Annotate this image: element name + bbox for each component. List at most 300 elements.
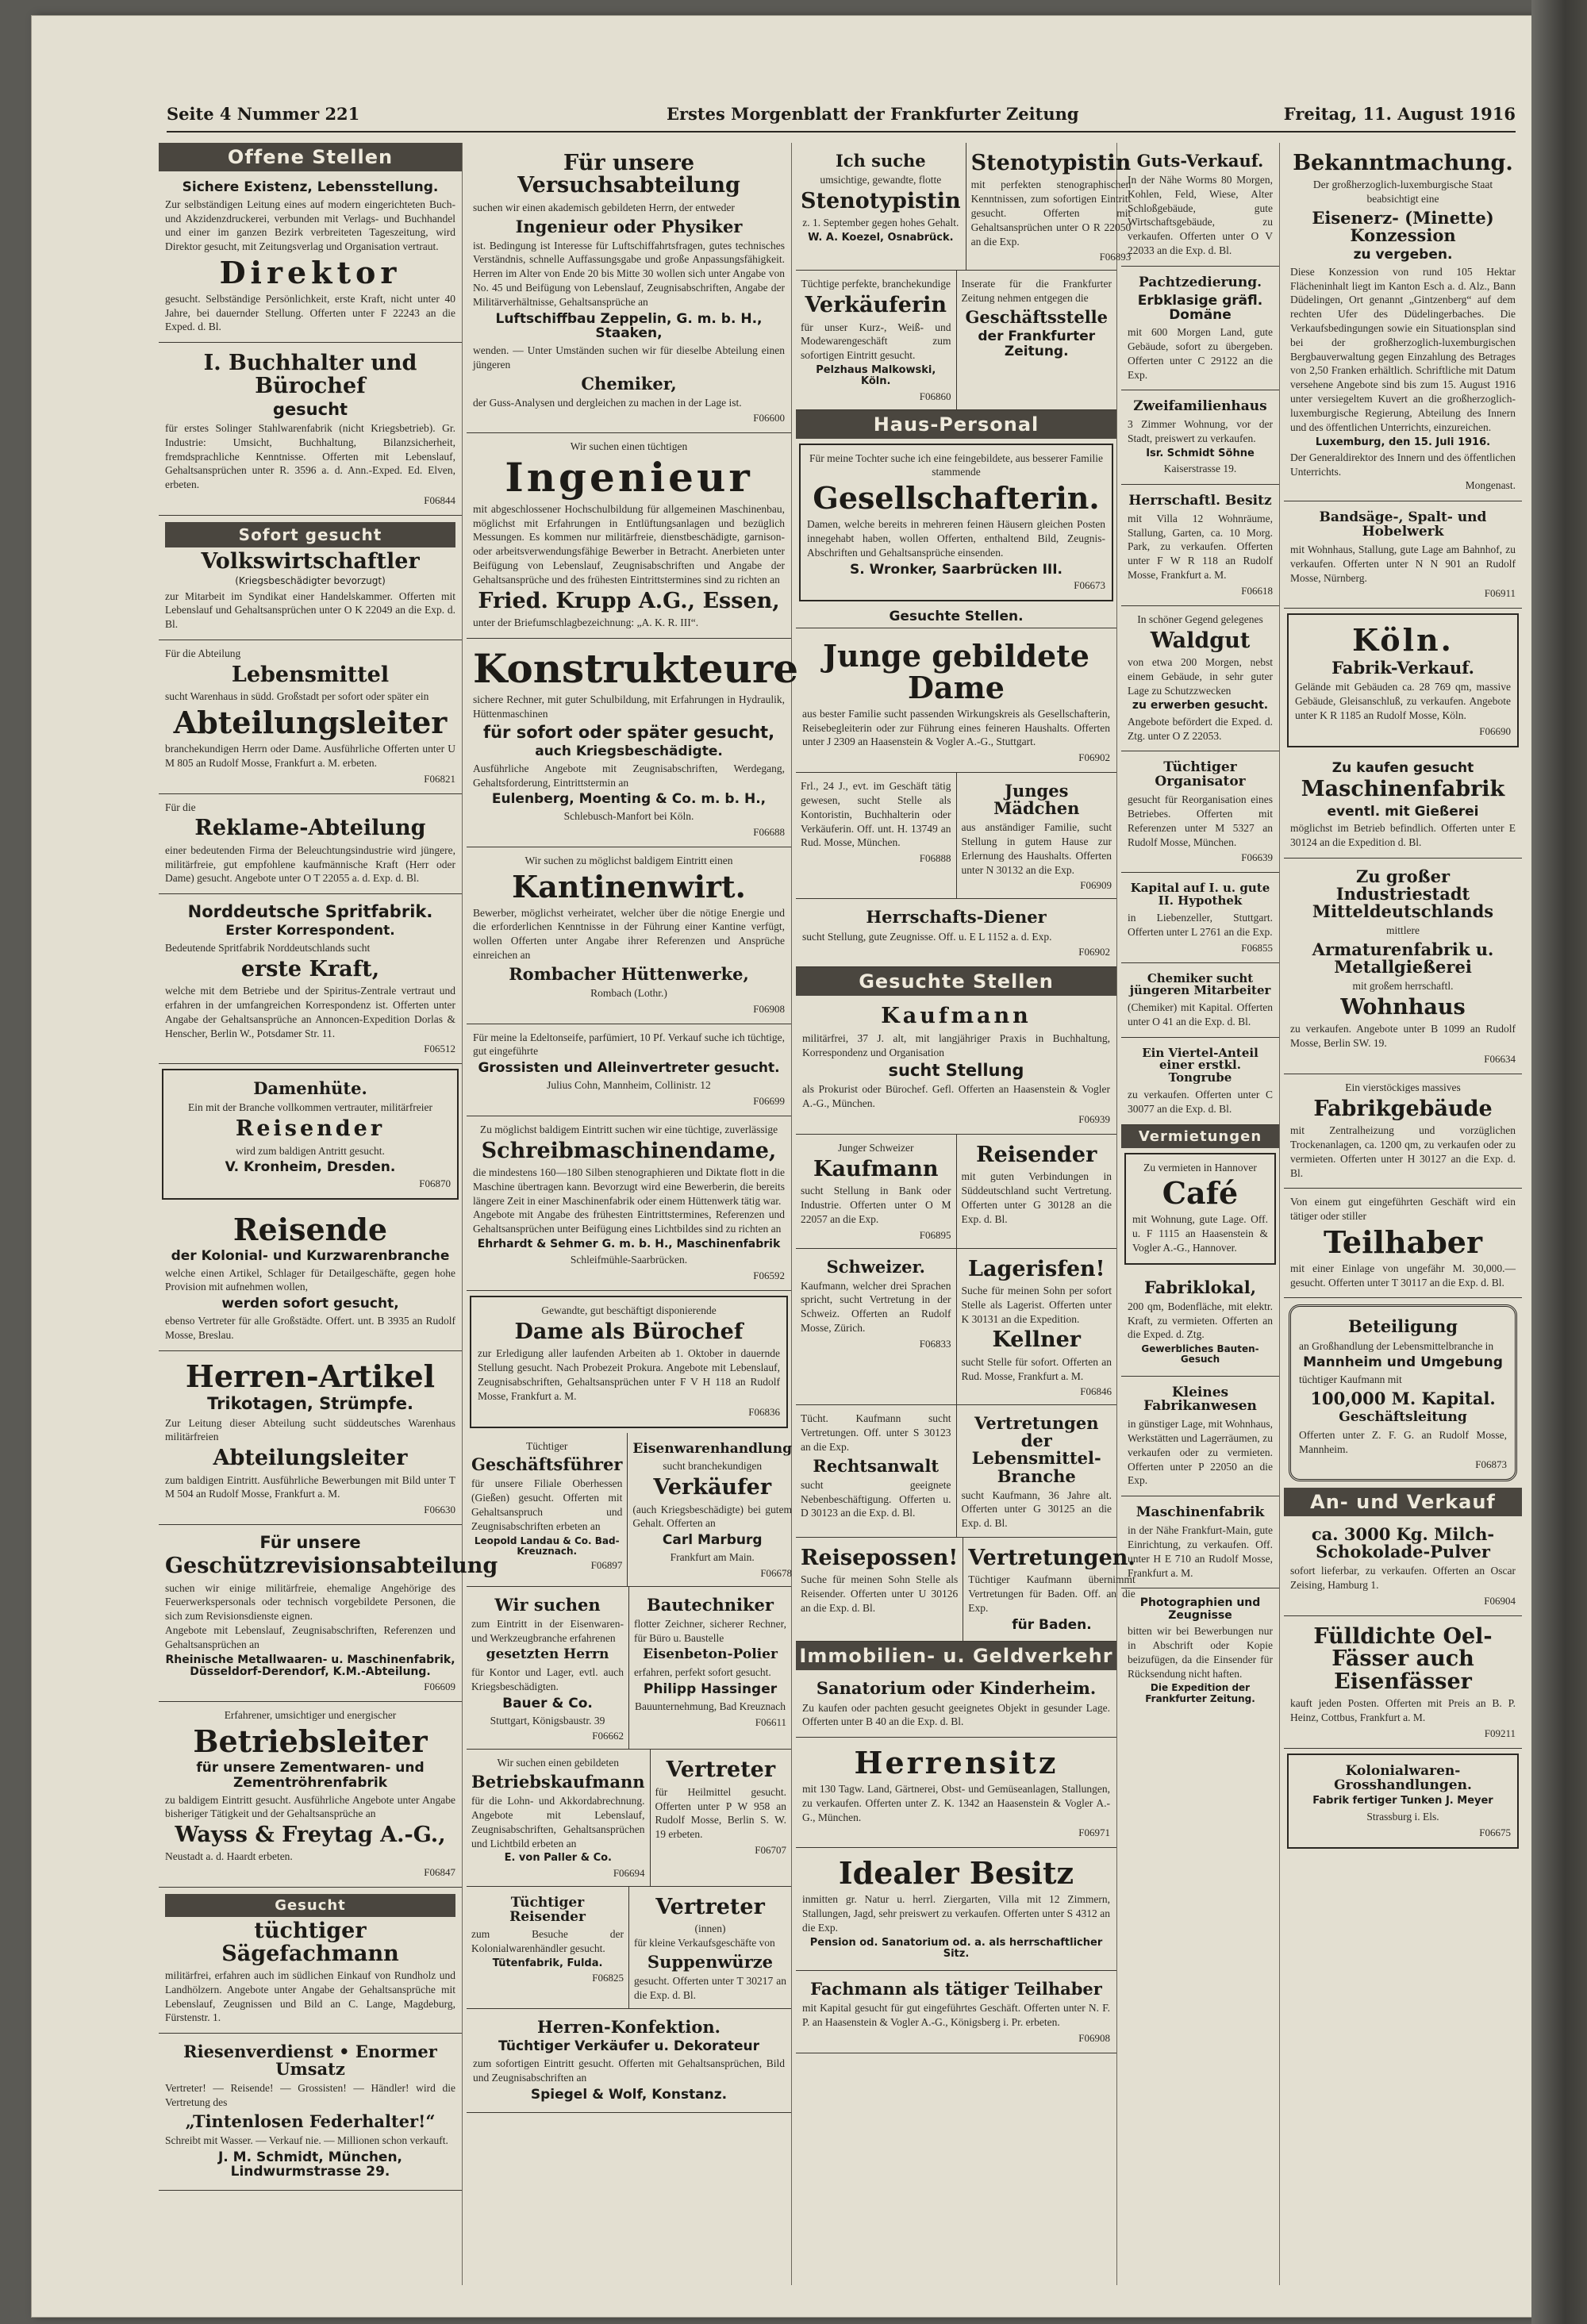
ad-ref: F06694 (613, 1866, 645, 1879)
ad-ref: F06870 (419, 1177, 451, 1190)
ad-title: Reisender (235, 1116, 386, 1142)
ad-title: Rechtsanwalt (813, 1455, 940, 1476)
ad-head: Norddeutsche Spritfabrik. (187, 902, 433, 922)
ad-body: militärfrei, 37 J. alt, mit langjähriger Praxis in Buchhaltung, Korrespondenz und Organisation (802, 1031, 1110, 1058)
folio-line (167, 99, 1516, 133)
ad-pre: Gewandte, gut beschäftigt disponierende (541, 1304, 717, 1317)
ad-firm: Rheinische Metallwaaren- u. Maschinenfabrik, Düsseldorf-Derendorf, K.M.-Abteilung. (165, 1653, 455, 1679)
ad-firm: Eulenberg, Moenting & Co. m. b. H., (491, 791, 767, 808)
ad-row (796, 1135, 1116, 1249)
ad-grossisten (467, 1024, 791, 1116)
ad-sub: Trikotagen, Strümpfe. (207, 1394, 413, 1414)
ad-title: Fabrikgebäude (1313, 1096, 1493, 1121)
ad-title-2: Chemiker, (581, 373, 677, 394)
ad-title: Fachmann als tätiger Teilhaber (810, 1979, 1102, 1999)
ad-title: Reisende (232, 1212, 388, 1248)
ad-pre: In schöner Gegend gelegenes (1137, 613, 1263, 625)
ad-title: Beteiligung (1347, 1316, 1458, 1337)
ad-head: Damenhüte. (253, 1078, 367, 1099)
ad-ref: F06911 (1484, 587, 1516, 600)
ad-ref: F06895 (919, 1228, 951, 1241)
ad-firm: Wayss & Freytag A.-G., (175, 1823, 446, 1848)
ad-sub: (innen) (694, 1923, 726, 1935)
ad-ref: F06634 (1484, 1052, 1516, 1065)
ad-title: Lebensmittel (231, 662, 390, 687)
ad-armaturenfabrik (1284, 859, 1522, 1074)
ad-sub: sucht Stellung (888, 1061, 1024, 1081)
ad-spritfabrik (159, 894, 462, 1064)
section-an-und-verkauf: An- und Verkauf (1284, 1488, 1522, 1516)
ad-ref: F06902 (1078, 946, 1110, 958)
ad-body: für erstes Solinger Stahlwarenfabrik (nicht Kriegsbetrieb). Gr. Industrie: Umsicht, Buchhaltung, Bilanzsicherheit, fremdsprachliche Kenntnisse. Offerten mit Lebenslauf, Gehaltsansprüchen unter R. 3596 a. d. Ann.-Exped. Ed. Elven, erbeten. (165, 422, 455, 491)
ad-damenhuete (162, 1069, 459, 1200)
ad-ref: F06825 (592, 1972, 624, 1984)
ad-body: für die Lohn- und Akkordabrechnung. Angebote mit Lebenslauf, Zeugnisabschriften, Gehaltsansprüchen und Lichtbild erbeten an (471, 1795, 645, 1850)
ad-milch-schokolade (1284, 1516, 1522, 1616)
ad-title: Fabriklokal, (1143, 1277, 1257, 1297)
ad-schreibmaschinendame (467, 1116, 791, 1291)
ad-gesellschafterin (799, 444, 1113, 602)
ad-title: Kaufmann (881, 1004, 1032, 1029)
ad-body: sucht Kaufmann, 36 Jahre alt. Offerten unter G 30125 an die Exp. d. Bl. (961, 1489, 1112, 1530)
ad-eisenwaren (627, 1433, 797, 1586)
ad-ref: F06592 (753, 1270, 785, 1282)
ad-title: Ingenieur (505, 454, 753, 501)
ad-herren-artikel (159, 1351, 462, 1526)
ad-koeln (1287, 613, 1519, 747)
ad-body: mit abgeschlossener Hochschulbildung für allgemeinen Maschinenbau, möglichst mit Erfahrungen in Entlüftungsanlagen und bezüglich Messungen. Es kommen nur militärfreie, dienstbeschädigte, garnison- oder arbeitsverwendungsfähige Bewerber in Betracht. Anerbieten unter Beifügung von Lebenslauf, Zeugnisabschriften und Angabe der Gehaltsansprüche und des frühesten Eintrittstermines sind zu richten an (473, 502, 785, 586)
ad-ref: F06678 (760, 1566, 793, 1579)
ad-firm: Leopold Landau & Co. Bad-Kreuznach. (474, 1535, 620, 1557)
ad-title: Reklame-Abteilung (194, 816, 426, 841)
ad-firm: Julius Cohn, Mannheim, Collinistr. 12 (547, 1078, 711, 1091)
ad-betriebsleiter (159, 1702, 462, 1888)
ad-body-2: z. 1. September gegen hohes Gehalt. (802, 217, 959, 229)
ad-zu-kaufen-gesucht (1284, 752, 1522, 859)
ad-title: ca. 3000 Kg. Milch-Schokolade-Pulver (1311, 1524, 1495, 1562)
ad-title: Volkswirtschaftler (201, 549, 420, 574)
ad-addr: Schleifmühle-Saarbrücken. (570, 1254, 688, 1266)
ad-mid: sucht Warenhaus in südd. Großstadt per sofort oder später ein (165, 690, 429, 703)
ad-geschuetzrevision (159, 1525, 498, 1702)
ad-body: (Chemiker) mit Kapital. Offerten unter O 41 an die Exp. d. Bl. (1128, 1001, 1273, 1028)
ad-body: in Liebenzeller, Stuttgart. Offerten unter L 2761 an die Exp. (1128, 911, 1273, 938)
ad-body: an Großhandlung der Lebensmittelbranche in (1299, 1339, 1494, 1352)
ad-maschinenfabrik (1121, 1496, 1279, 1588)
ad-title: Pachtzedierung. (1138, 274, 1262, 290)
ad-ref: F06688 (753, 825, 785, 838)
ad-bar: Sofort gesucht (165, 522, 455, 547)
ad-row (796, 773, 1116, 899)
ad-body-2: mit einer Einlage von ungefähr M. 30,000.— gesucht. Offerten unter T 30117 an die Exp. d. Bl. (1290, 1262, 1516, 1289)
ad-pre: sucht branchekundigen (663, 1460, 763, 1473)
ad-sub: für unsere Zementwaren- und Zementröhrenfabrik (196, 1760, 425, 1791)
ad-title: Dame als Bürochef (514, 1319, 744, 1345)
ad-addr: Bauunternehmung, Bad Kreuznach (634, 1700, 786, 1712)
ad-firm: Luftschiffbau Zeppelin, G. m. b. H., Staaken, (495, 310, 763, 342)
ad-title-2: der Kolonial- und Kurzwarenbranche (171, 1247, 450, 1264)
ad-waldgut (1121, 606, 1279, 752)
ad-beteiligung (1289, 1304, 1517, 1481)
ad-body-2: sucht Stelle für sofort. Offerten an Rud. Mosse, Frankfurt a. M. (961, 1355, 1112, 1382)
ad-row (796, 1405, 1116, 1538)
ad-name: Mongenast. (1465, 479, 1516, 492)
ad-title: Grossisten und Alleinvertreter gesucht. (478, 1060, 780, 1077)
ad-stenotypistin (966, 143, 1136, 270)
ad-vertreter-heilmittel (650, 1750, 791, 1885)
ad-sub: Fabrik-Verkauf. (1331, 658, 1474, 678)
ad-ref: F06897 (590, 1559, 623, 1572)
ad-title: Wir suchen (494, 1594, 601, 1615)
ad-firm: S. Wronker, Saarbrücken III. (849, 561, 1062, 578)
ad-ref: F06821 (424, 772, 455, 785)
section-gesuchte-stellen-small: Gesuchte Stellen. (796, 606, 1116, 628)
ad-body-2: Schreibt mit Wasser. — Verkauf nie. — Millionen schon verkauft. (165, 2134, 448, 2146)
ad-sub: Pension od. Sanatorium od. a. als herrschaftlicher Sitz. (809, 1936, 1103, 1961)
ad-ref: F06699 (753, 1094, 785, 1107)
ad-row (467, 1587, 791, 1750)
ad-ref: F06860 (919, 390, 951, 402)
ad-body: aus bester Familie sucht passenden Wirkungskreis als Gesellschafterin, Reisebegleiterin oder zur Führung eines feineren Haushalts. Offerten unter J 2309 an Haasenstein & Vogler A.-G., Stuttgart. (802, 707, 1110, 748)
ad-body: Tücht. Kaufmann sucht Vertretungen. Off. unter S 30123 an die Exp. (801, 1412, 951, 1453)
ad-body: Bewerber, möglichst verheiratet, welcher über die nötige Energie und die erforderlichen Kenntnisse in der Führung einer Kantine verfügt, wollen Offerten unter Angabe ihrer Referenzen und Ansprüche einreichen an (473, 906, 785, 961)
ad-direktor (159, 171, 462, 343)
ad-body: mit guten Verbindungen in Süddeutschland sucht Vertretung. Offerten unter G 30128 an die Exp. d. Bl. (961, 1170, 1112, 1225)
ad-body-3: Offerten unter Z. F. G. an Rudolf Mosse, Mannheim. (1299, 1428, 1507, 1455)
ad-title: Reisender (976, 1143, 1097, 1168)
ad-title-3: Wohnhaus (1340, 994, 1466, 1020)
ad-body: zu baldigem Eintritt gesucht. Ausführliche Angebote unter Angabe bisheriger Tätigkeit und der Gehaltsansprüche an (165, 1793, 455, 1820)
ad-row (796, 1538, 1135, 1642)
ad-rechtsanwalt (796, 1405, 956, 1537)
ad-body: Tüchtiger Kaufmann übernimmt Vertretungen für Baden. Off. an die Exp. (968, 1573, 1135, 1614)
ad-title: Eisenwarenhandlung (632, 1440, 793, 1457)
ad-reisender (956, 1135, 1117, 1248)
ad-body: mit 130 Tagw. Land, Gärtnerei, Obst- und Gemüseanlagen, Stallungen, zu verkaufen. Offerten unter Z. K. 1342 an Haasenstein & Vogler A.-G., München. (802, 1783, 1110, 1823)
section-offene-stellen: Offene Stellen (159, 143, 462, 171)
ad-body: 200 qm, Bodenfläche, mit elektr. Kraft, zu vermieten. Offerten an die Exped. d. Ztg. (1128, 1300, 1273, 1341)
ad-sub: für sofort oder später gesucht, (482, 722, 775, 742)
ad-title: Kantinenwirt. (512, 868, 746, 905)
ad-body: Gelände mit Gebäuden ca. 28 769 qm, massive Gebäude, Gleisanschluß, zu verkaufen. Angebote unter K R 1185 an Rudolf Mosse, Köln. (1295, 681, 1511, 721)
ad-title-2: Suppenwürze (647, 1951, 774, 1972)
ad-firm: Ehrhardt & Sehmer G. m. b. H., Maschinenfabrik (477, 1238, 781, 1250)
ad-body: zu verkaufen. Offerten unter C 30077 an die Exp. d. Bl. (1128, 1088, 1273, 1115)
ad-firm: Fried. Krupp A.G., Essen, (478, 588, 780, 613)
ad-konstrukteure (467, 639, 799, 847)
ad-ref: F09211 (1484, 1727, 1516, 1739)
ad-ref: F06939 (1078, 1113, 1110, 1126)
ad-title: Vertreter (655, 1894, 765, 1919)
ad-dame-buerochef (470, 1296, 788, 1427)
ad-title: Verkäuferin (805, 293, 947, 318)
ad-body: mit Villa 12 Wohnräume, Stallung, Garten, ca. 10 Morg. Park, zu verkaufen. Offerten unter F W R 118 an Rudolf Mosse, Frankfurt a. M. (1128, 512, 1273, 582)
ad-title: Sanatorium oder Kinderheim. (816, 1678, 1097, 1699)
ad-title-2: Stenotypistin (801, 188, 961, 213)
ad-vertretungen-lebensmittel (956, 1405, 1117, 1537)
ad-title: Café (1162, 1175, 1239, 1212)
ad-body-3: wenden. — Unter Umständen suchen wir für dieselbe Abteilung einen jüngeren (473, 344, 785, 371)
ad-body: Für meine Tochter suche ich eine feingebildete, aus besserer Familie stammende (809, 451, 1103, 478)
ad-title: Kleines Fabrikanwesen (1143, 1384, 1257, 1415)
ad-body-2: für Kontor und Lager, evtl. auch Kriegsbeschädigten. (471, 1666, 624, 1693)
ad-tongrube (1121, 1038, 1279, 1125)
ad-sub: zu vergeben. (1353, 247, 1453, 263)
folio-masthead: Erstes Morgenblatt der Frankfurter Zeitung (667, 104, 1079, 124)
ad-title: Lagerisfen! (968, 1256, 1105, 1281)
ad-title-3: Geschäftsleitung (1339, 1408, 1467, 1425)
ad-ref: F06618 (1241, 584, 1273, 597)
ad-sub: Ein mit der Branche vollkommen vertrauter, militärfreier (188, 1101, 432, 1114)
ad-body: Suche für meinen Sohn Stelle als Reisender. Offerten unter U 30126 an die Exp. d. Bl. (801, 1573, 959, 1614)
ad-firm: Carl Marburg (662, 1532, 763, 1549)
ad-pre: Erfahrener, umsichtiger und energischer (224, 1709, 397, 1722)
ad-title: Herrensitz (854, 1745, 1059, 1781)
ad-organisator (1121, 751, 1279, 873)
ad-title: I. Buchhalter und Bürochef (203, 351, 417, 398)
ad-title: Maschinenfabrik (1135, 1504, 1265, 1521)
ad-pre: Ein vierstöckiges massives (1345, 1081, 1461, 1093)
ad-body: mit 600 Morgen Land, gute Gebäude, sofort zu übergeben. Offerten unter C 29122 an die Exp. (1128, 326, 1273, 381)
ad-ref: F06662 (592, 1730, 624, 1742)
ad-title-2: Eisenbeton-Polier (643, 1646, 778, 1663)
ad-body-2: zum baldigen Eintritt. Ausführliche Bewerbungen mit Bild unter T M 504 an Rudolf Mosse, Frankfurt a. M. (165, 1473, 455, 1500)
ad-title-2: Kellner (992, 1327, 1082, 1353)
ad-body: welche mit dem Betriebe und der Spiritus-Zentrale vertraut und erfahren in der umfangreichen Korrespondenz ist. Offerten unter Angabe der Gehaltsansprüche an Annoncen-Expedition Dorlas & Henscher, Berlin W., Potsdamer Str. 11. (165, 985, 455, 1039)
ad-sub: mittlere (1386, 924, 1420, 937)
ad-row (467, 1433, 791, 1587)
ad-ref: F06707 (755, 1843, 786, 1856)
ad-firm: E. von Paller & Co. (504, 1852, 612, 1865)
column-1 (159, 143, 498, 2285)
ad-fabrikgebaeude (1284, 1074, 1522, 1189)
ad-sub: „Tintenlosen Federhalter!“ (185, 2111, 436, 2131)
ad-sub: Erbklasige gräfl. Domäne (1137, 292, 1263, 324)
ad-chemiker (1121, 963, 1279, 1038)
ad-title: Vertreter (666, 1757, 776, 1783)
ad-pre: Tüchtige perfekte, branchekundige (801, 278, 951, 290)
ad-body: mit Wohnung, gute Lage. Off. u. F 1115 an Haasenstein & Vogler A.-G., Hannover. (1132, 1213, 1268, 1254)
ad-title: Kolonialwaren-Grosshandlungen. (1334, 1762, 1472, 1793)
ad-firm: Die Expedition der Frankfurter Zeitung. (1145, 1682, 1255, 1704)
column-2 (467, 143, 799, 2285)
ad-head: Sichere Existenz, Lebensstellung. (182, 179, 439, 195)
ad-ref: F06847 (424, 1866, 455, 1879)
ad-reisende-kolonial (159, 1204, 462, 1351)
ad-title: Geschützrevisionsabteilung (165, 1554, 498, 1579)
ad-title: Ich suche (835, 151, 926, 171)
ad-junges-maedchen (956, 773, 1117, 898)
ad-body: wird zum baldigen Antritt gesucht. (236, 1144, 385, 1157)
ad-kolonialwaren (1287, 1754, 1519, 1849)
ad-title: Fülldichte Oel-Fässer auch Eisenfässer (1313, 1624, 1493, 1694)
ad-zweifamilienhaus (1121, 390, 1279, 485)
ad-body: für unsere Filiale Oberhessen (Gießen) gesucht. Offerten mit Gehaltsanspruch und Zeugnisabschriften erbeten an (471, 1477, 623, 1532)
ad-reklame (159, 794, 462, 895)
ad-body: umsichtige, gewandte, flotte (820, 174, 942, 186)
ad-title: Reisepossen! (801, 1546, 959, 1570)
ad-row (467, 1887, 791, 2010)
ad-sub-2: mit großem herrschaftl. (1352, 980, 1454, 993)
ad-body: sichere Rechner, mit guter Schulbildung, mit Erfahrungen in Hydraulik, Hüttenmaschinen (473, 693, 785, 720)
ad-title: Tüchtiger Reisender (509, 1894, 586, 1925)
ad-ref: F06673 (1074, 579, 1105, 592)
ad-title-2: Eisenerz- (Minette) Konzession (1312, 207, 1494, 246)
ad-pre: Zu möglichst baldigem Eintritt suchen wir eine tüchtige, zuverlässige (479, 1123, 778, 1135)
ad-body: Für meine la Edeltonseife, parfümiert, 10 Pf. Verkauf suche ich tüchtige, gut eingeführte (473, 1031, 785, 1058)
ad-photographien (1121, 1588, 1279, 1714)
ad-sub: zu erwerben gesucht. (1132, 699, 1269, 713)
ad-body-2: als Prokurist oder Bürochef. Gefl. Offerten an Haasenstein & Vogler A.-G., München. (802, 1083, 1110, 1110)
ad-title: Photographien und Zeugnisse (1139, 1596, 1261, 1622)
ad-title: Riesenverdienst • Enormer Umsatz (183, 2042, 437, 2080)
ad-ref: F06908 (753, 1002, 785, 1015)
ad-ref: F06639 (1241, 851, 1273, 864)
ad-pre: Wir suchen zu möglichst baldigem Eintritt einen (525, 854, 733, 866)
ad-body: zum Eintritt in der Eisenwaren- und Werkzeugbranche erfahrenen (471, 1617, 624, 1644)
ad-body: Zur Leitung dieser Abteilung sucht süddeutsches Warenhaus militärfreien (165, 1416, 455, 1443)
ad-idealer-besitz (796, 1848, 1116, 1971)
ad-ref: F06609 (424, 1681, 455, 1693)
ad-title: Chemiker sucht jüngeren Mitarbeiter (1129, 970, 1271, 998)
ad-title: Junge gebildete Dame (823, 637, 1089, 705)
ad-sub: Erster Korrespondent. (225, 923, 395, 939)
ad-ich-suche (796, 143, 966, 270)
ad-ref: F06690 (1479, 724, 1511, 737)
ad-title: Kapital auf I. u. gute II. Hypothek (1130, 881, 1270, 908)
ad-herren-konfektion (467, 2009, 791, 2113)
ad-firm: Rombacher Hüttenwerke, (509, 963, 749, 984)
ad-title: Kaufmann (813, 1156, 939, 1181)
ad-body: in günstiger Lage, mit Wohnhaus, Werkstätten und Lagerräumen, zu verkaufen oder zu vermieten. Offerten unter P 22050 an die Exp. (1128, 1418, 1273, 1487)
ad-pachtzedierung (1121, 267, 1279, 390)
ad-title-2: Abteilungsleiter (173, 705, 448, 741)
column-4 (1121, 143, 1280, 2285)
ad-body: zur Erledigung aller laufenden Arbeiten ab 1. Oktober in dauernde Stellung gesucht. Nach Probezeit Prokura. Angebote mit Lebenslauf, Zeugnisabschriften, Gehaltsansprüchen unter F V H 118 an Rudolf Mosse, Frankfurt a. M. (478, 1347, 780, 1402)
ad-sub: werden sofort gesucht, (221, 1296, 399, 1312)
ad-verkaeuferin (796, 271, 956, 409)
ad-body: für unser Kurz-, Weiß- und Modewarengeschäft zum sofortigen Eintritt gesucht. (801, 321, 951, 362)
ad-title: Bandsäge-, Spalt- und Hobelwerk (1319, 509, 1487, 540)
ad-firm: Spiegel & Wolf, Konstanz. (530, 2086, 728, 2103)
ad-body: gesucht für Reorganisation eines Betriebes. Offerten mit Referenzen unter M 5327 an Rudolf Mosse, München. (1128, 793, 1273, 848)
ad-hypothek (1121, 873, 1279, 962)
ad-title: Herrschaftl. Besitz (1128, 492, 1272, 509)
ad-title-2: Abteilungsleiter (213, 1446, 408, 1471)
ad-firm: Tütenfabrik, Fulda. (492, 1957, 603, 1970)
ad-tuechtiger-reisender (467, 1887, 628, 2009)
ad-body: Zur selbständigen Leitung eines auf modern eingerichteten Buch- und Akzidenzdruckerei, verbunden mit Verlags- und Buchhandel und einer im ganzen Bezirk verbreiteten Tageszeitung, wird Direktor gesucht, mit Zeitungsverlag und Organisation vertraut. (165, 198, 455, 253)
ad-geschaeftsstelle (956, 271, 1117, 409)
ad-body: die mindestens 160—180 Silben stenographieren und Diktate flott in die Maschine übertragen kann. Bevorzugt wird eine Bewerberin, die bereits längere Zeit in einer Maschinenfabrik oder einem Hüttenwerk tätig war. (473, 1166, 785, 1207)
ad-title: Tüchtiger Organisator (1155, 759, 1246, 790)
ad-vertretungen (963, 1538, 1140, 1641)
ad-body: mit Kapital gesucht für gut eingeführtes Geschäft. Offerten unter N. F. P. an Haasenstein & Vogler A.-G., Königsberg i. Pr. erbeten. (802, 2002, 1110, 2029)
ad-title: Vertretungen. (968, 1546, 1135, 1570)
ad-addr: Kaiserstrasse 19. (1163, 463, 1237, 475)
ad-bandsaege (1284, 501, 1522, 609)
ad-body: In der Nähe Worms 80 Morgen, Kohlen, Feld, Wiese, Alter Schloßgebäude, gute Wirtschaftsgebäude, zu verkaufen. Offerten unter O V 22033 an die Exp. d. Bl. (1128, 174, 1273, 257)
ad-ref: F06902 (1078, 751, 1110, 764)
ad-body-2: Angebote mit Angabe des frühesten Eintrittstermines, Referenzen und Gehaltsansprüchen unter Beifügung eines Lichtbildes sind zu richten an (473, 1208, 785, 1235)
ad-body: militärfrei, erfahren auch im südlichen Einkauf von Rundholz und Landhölzern. Angebote unter Angabe der Gehaltsansprüche mit Lebenslauf, Zeugnissen und Bild an C. Lange, Magdeburg, Fürstenstr. 1. (165, 1969, 455, 2024)
ad-firm: Philipp Hassinger (643, 1681, 778, 1698)
ad-title: erste Kraft, (240, 956, 380, 981)
ad-firm: Fabrik fertiger Tunken J. Meyer (1312, 1795, 1493, 1807)
ad-addr: Strassburg i. Els. (1366, 1810, 1439, 1823)
ad-body: Vertreter! — Reisende! — Grossisten! — Händler! wird die Vertretung des (165, 2082, 455, 2109)
ad-title: Zu kaufen gesucht (1331, 759, 1474, 776)
ad-ref: F06675 (1479, 1826, 1511, 1838)
ad-title: Ingenieur oder Physiker (515, 216, 743, 236)
ad-title: Köln. (1352, 622, 1454, 659)
ad-ref: F06512 (424, 1043, 455, 1055)
ad-ref: F06893 (1099, 251, 1132, 263)
ad-bekanntmachung (1284, 143, 1522, 501)
ad-kantinenwirt (467, 847, 791, 1024)
ad-betriebskaufmann (467, 1750, 650, 1885)
ad-body: sucht Stellung in Bank oder Industrie. Offerten unter O M 22057 an die Exp. (801, 1185, 951, 1225)
ad-pre: Wir suchen einen tüchtigen (570, 440, 688, 453)
ad-addr: Neustadt a. d. Haardt erbeten. (165, 1850, 293, 1863)
ad-body: zur Mitarbeit im Syndikat einer Handelskammer. Offerten mit Lebenslauf und Gehaltsansprüchen unter O K 22049 an die Exp. d. Bl. (165, 590, 455, 631)
ad-ref: F06873 (1475, 1458, 1507, 1471)
ad-body-2: ist. Bedingung ist Interesse für Luftschiffahrtsfragen, gutes technisches Verständnis, schnelle Auffassungsgabe und große Anpassungsfähigkeit. Herren im Alter von Ende 20 bis Mitte 30 wollen sich unter Angabe von No. 45 und Beifügung von Lebenslauf, Zeugnisabschriften, Angabe der Militärverhältnisse, Gehaltsansprüche an (473, 239, 785, 308)
ad-pre: Tüchtiger (525, 1439, 568, 1452)
ad-buchhalter (159, 343, 462, 516)
ad-bar: Gesucht (165, 1894, 455, 1917)
ad-sub: gesucht (272, 399, 348, 419)
ad-bautechniker (628, 1587, 791, 1750)
ad-sub-2: auch Kriegsbeschädigte. (535, 743, 723, 760)
ad-title: Waldgut (1150, 628, 1251, 653)
ad-lageristen (956, 1249, 1117, 1405)
ad-date: Luxemburg, den 15. Juli 1916. (1315, 436, 1491, 448)
ad-body: möglichst im Betrieb befindlich. Offerten unter E 30124 an die Expedition d. Bl. (1290, 822, 1516, 849)
ad-body-2: Angebote mit Lebenslauf, Zeugnisabschriften, Referenzen und Gehaltsansprüchen an (165, 1624, 455, 1650)
ad-lebensmittel (159, 640, 462, 793)
ad-body: Von einem gut eingeführten Geschäft wird ein tätiger oder stiller (1290, 1196, 1516, 1223)
ad-body: mit Wohnhaus, Stallung, gute Lage am Bahnhof, zu verkaufen. Offerten unter N N 901 an Rudolf Mosse, Nürnberg. (1290, 543, 1516, 584)
ad-title-2: gesetzten Herrn (486, 1646, 609, 1663)
ad-addr: Schlebusch-Manfort bei Köln. (563, 810, 694, 823)
ad-addr: unter der Briefumschlagbezeichnung: „A. K. R. III“. (473, 617, 699, 628)
ad-body-2: sucht geeignete Nebenbeschäftigung. Offerten u. D 30123 an die Exp. d. Bl. (801, 1478, 951, 1519)
ad-body-2: Damen, welche bereits in mehreren feinen Häusern gleichen Posten innegehabt haben, wollen Offerten, enthaltend Bild, Zeugnis-Abschriften und Gehaltsansprüche einsenden. (807, 518, 1105, 559)
ad-body: (auch Kriegsbeschädigte) bei gutem Gehalt. Offerten an (632, 1503, 793, 1530)
ad-body-2: tüchtiger Kaufmann mit (1299, 1373, 1402, 1385)
ad-wir-suchen (467, 1587, 628, 1750)
ad-body: von etwa 200 Morgen, nebst einem Gebäude, in sehr guter Lage zu Schutzzwecken (1128, 656, 1273, 697)
ad-pre: Für unsere (259, 1533, 361, 1553)
ad-title-2: Armaturenfabrik u. Metallgießerei (1312, 939, 1494, 978)
ad-pre: Wir suchen einen gebildeten (497, 1757, 620, 1769)
newspaper-page (32, 16, 1571, 2317)
book-binding (1531, 0, 1587, 2324)
ad-addr: Rombach (Lothr.) (590, 986, 667, 999)
ad-title: Geschäftsstelle (965, 307, 1109, 328)
ad-federhalter (159, 2034, 462, 2191)
ad-body-2: Angebote befördert die Exped. d. Ztg. unter O Z 22053. (1128, 715, 1273, 742)
ad-addr: Stuttgart, Königsbaustr. 39 (490, 1714, 605, 1727)
ad-title: Teilhaber (1324, 1223, 1482, 1260)
ad-pre: Junger Schweizer (837, 1142, 914, 1154)
ad-teilhaber (1284, 1189, 1522, 1298)
ad-title: Direktor (219, 254, 402, 290)
ad-sign: Der Generaldirektor des Innern und des öffentlichen Unterrichts. (1290, 451, 1516, 478)
ad-sanatorium (796, 1670, 1116, 1738)
ad-body: mit Zentralheizung und vorzüglichen Trockenanlagen, ca. 1200 qm, zu verkaufen oder zu vermieten. Offerten unter H 30127 an die Exp. d. Bl. (1290, 1124, 1516, 1179)
